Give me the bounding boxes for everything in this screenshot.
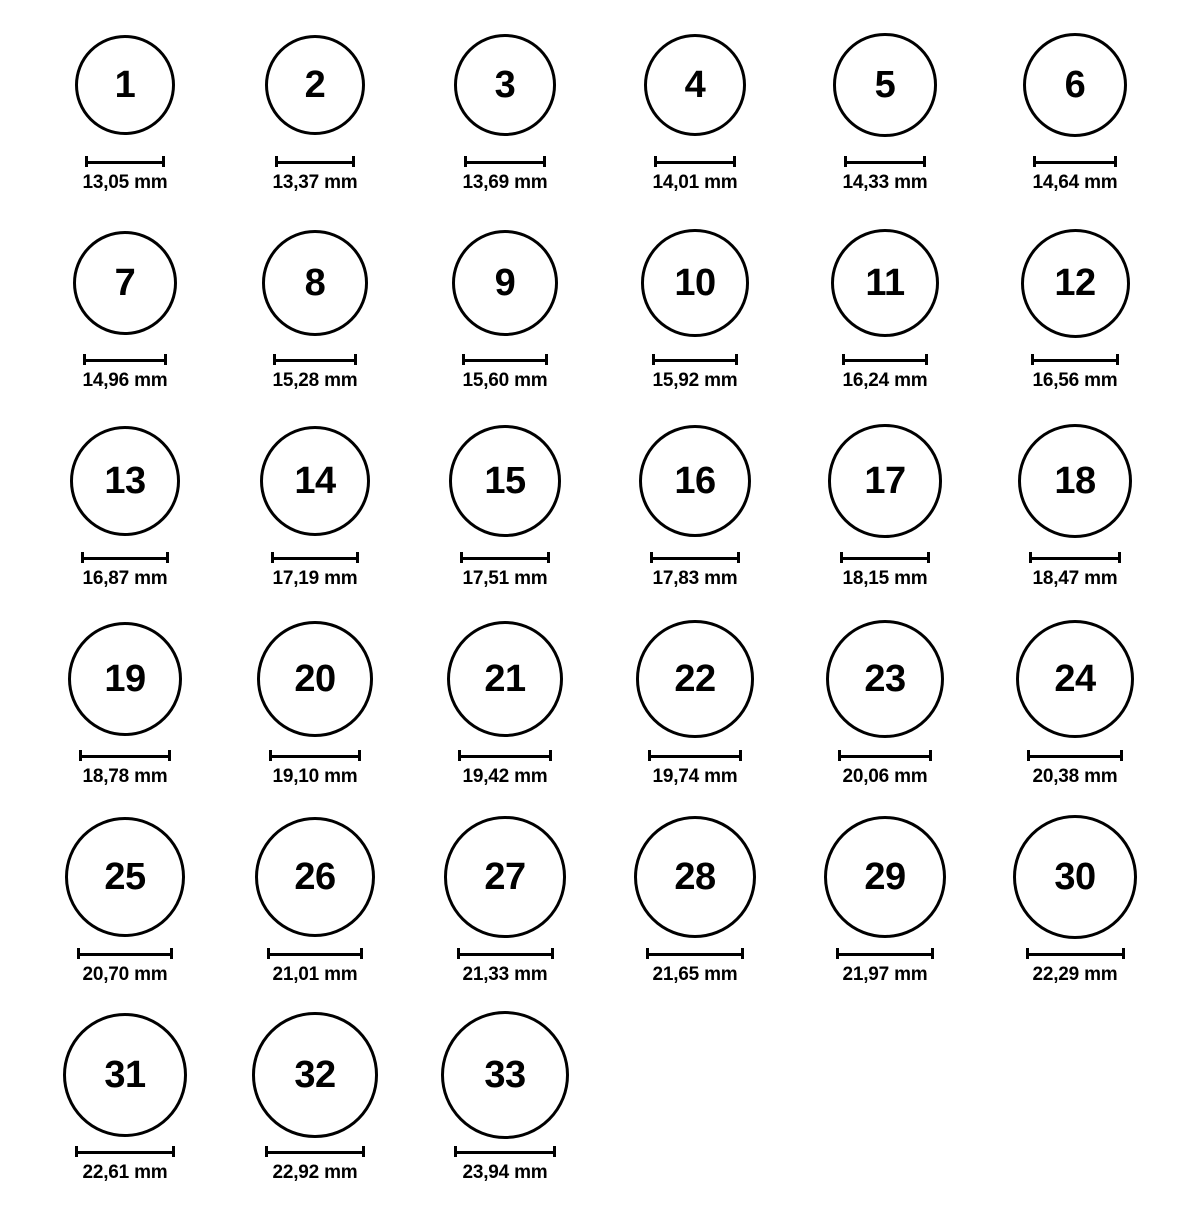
measure-bar-icon [646, 948, 744, 959]
ring-size-cell [980, 812, 1170, 986]
ring-circle [644, 34, 747, 137]
measure-bar-icon [275, 156, 356, 167]
measure-bar-end-icon [172, 1146, 175, 1157]
ring-size-cell [220, 20, 410, 194]
ring-circle-wrapper [1016, 614, 1135, 744]
diameter-label: 20,38 mm [1032, 766, 1118, 787]
diameter-label: 22,92 mm [272, 1162, 358, 1183]
measure-bar-icon [1031, 354, 1118, 365]
diameter-label: 21,65 mm [652, 964, 738, 985]
ring-circle [833, 33, 936, 136]
ring-size-number: 8 [304, 262, 326, 304]
measure-bar-end-icon [547, 552, 550, 563]
ring-circle [68, 622, 183, 737]
diameter-measure [462, 354, 547, 392]
ring-circle-wrapper [636, 614, 753, 744]
diameter-label: 20,70 mm [82, 964, 168, 985]
measure-bar-end-icon [545, 354, 548, 365]
ring-size-cell [980, 20, 1170, 194]
ring-size-cell [600, 416, 790, 590]
ring-size-cell [220, 416, 410, 590]
ring-size-number: 31 [104, 1054, 146, 1096]
measure-bar-end-icon [1122, 948, 1125, 959]
measure-bar-icon [1027, 750, 1122, 761]
diameter-measure [75, 1146, 175, 1184]
measure-bar-icon [460, 552, 549, 563]
ring-size-number: 30 [1054, 855, 1096, 898]
ring-circle [260, 426, 371, 537]
ring-size-cell [980, 218, 1170, 392]
ring-circle [262, 230, 368, 336]
ring-circle-wrapper [252, 1010, 377, 1140]
diameter-label: 22,29 mm [1032, 964, 1118, 985]
ring-circle [1013, 815, 1137, 939]
ring-circle [255, 817, 376, 938]
ring-size-cell [30, 614, 220, 788]
ring-size-number: 32 [294, 1053, 336, 1096]
ring-size-cell [790, 416, 980, 590]
diameter-label: 16,56 mm [1032, 370, 1118, 391]
ring-size-number: 16 [674, 459, 716, 502]
ring-size-cell [600, 20, 790, 194]
measure-bar-end-icon [925, 354, 928, 365]
measure-bar-end-icon [166, 552, 169, 563]
diameter-label: 16,87 mm [82, 568, 168, 589]
ring-size-number: 12 [1054, 262, 1096, 304]
ring-circle-wrapper [828, 416, 941, 546]
measure-bar-end-icon [543, 156, 546, 167]
ring-size-cell [600, 218, 790, 392]
ring-size-number: 3 [494, 64, 516, 106]
ring-size-cell [410, 416, 600, 590]
measure-bar-icon [650, 552, 740, 563]
ring-circle-wrapper [257, 614, 373, 744]
diameter-measure [1029, 552, 1120, 590]
measure-bar-end-icon [923, 156, 926, 167]
diameter-measure [842, 354, 929, 392]
diameter-measure [269, 750, 361, 788]
ring-size-cell [790, 218, 980, 392]
ring-size-cell [30, 218, 220, 392]
ring-circle-wrapper [444, 812, 565, 942]
ring-circle-wrapper [68, 614, 183, 744]
ring-size-number: 19 [104, 658, 146, 700]
measure-bar-icon [654, 156, 736, 167]
measure-bar-icon [83, 354, 167, 365]
ring-size-cell [30, 416, 220, 590]
diameter-label: 20,06 mm [842, 766, 928, 787]
ring-circle-wrapper [65, 812, 185, 942]
measure-bar-icon [454, 1146, 556, 1157]
ring-size-number: 20 [294, 658, 336, 700]
diameter-measure [836, 948, 934, 986]
measure-bar-end-icon [358, 750, 361, 761]
measure-bar-icon [75, 1146, 175, 1157]
ring-circle-wrapper [826, 614, 944, 744]
diameter-label: 17,83 mm [652, 568, 738, 589]
diameter-label: 15,92 mm [652, 370, 738, 391]
ring-size-cell [30, 20, 220, 194]
ring-circle [1016, 620, 1135, 739]
ring-size-number: 27 [484, 855, 526, 898]
ring-size-number: 9 [494, 262, 516, 304]
diameter-label: 14,96 mm [82, 370, 168, 391]
ring-size-cell [410, 614, 600, 788]
ring-size-number: 14 [294, 460, 336, 502]
measure-bar-end-icon [170, 948, 173, 959]
ring-circle-wrapper [260, 416, 371, 546]
ring-size-cell [980, 416, 1170, 590]
ring-circle [452, 230, 559, 337]
ring-size-cell [410, 20, 600, 194]
diameter-measure [458, 750, 551, 788]
diameter-measure [462, 156, 547, 194]
ring-size-cell [30, 1010, 220, 1184]
ring-size-grid [30, 20, 1170, 1208]
ring-circle-wrapper [447, 614, 563, 744]
diameter-label: 18,78 mm [82, 766, 168, 787]
measure-bar-icon [1033, 156, 1116, 167]
measure-bar-end-icon [362, 1146, 365, 1157]
ring-circle [828, 424, 941, 537]
diameter-measure [81, 552, 169, 590]
diameter-label: 21,33 mm [462, 964, 548, 985]
ring-circle [265, 35, 366, 136]
ring-size-number: 7 [114, 261, 136, 304]
measure-bar-icon [842, 354, 929, 365]
measure-bar-end-icon [931, 948, 934, 959]
ring-size-number: 21 [484, 657, 526, 700]
diameter-measure [272, 354, 357, 392]
ring-size-cell [220, 614, 410, 788]
measure-bar-icon [77, 948, 173, 959]
ring-circle [826, 620, 944, 738]
measure-bar-icon [265, 1146, 365, 1157]
diameter-label: 23,94 mm [462, 1162, 548, 1183]
diameter-measure [652, 156, 737, 194]
ring-circle [63, 1013, 188, 1138]
diameter-measure [838, 750, 932, 788]
ring-size-number: 22 [674, 658, 716, 700]
ring-size-number: 26 [294, 856, 336, 898]
measure-bar-icon [648, 750, 742, 761]
ring-size-number: 18 [1054, 459, 1096, 502]
measure-bar-icon [269, 750, 361, 761]
ring-size-number: 15 [484, 460, 526, 502]
ring-circle-wrapper [1021, 218, 1130, 348]
diameter-measure [1032, 156, 1117, 194]
ring-size-number: 29 [864, 855, 906, 898]
diameter-label: 21,97 mm [842, 964, 928, 985]
ring-size-cell [790, 614, 980, 788]
measure-bar-end-icon [1114, 156, 1117, 167]
ring-circle [447, 621, 563, 737]
measure-bar-icon [844, 156, 927, 167]
ring-circle [1018, 424, 1132, 538]
ring-size-number: 28 [674, 856, 716, 898]
ring-size-number: 25 [104, 856, 146, 898]
ring-size-cell [220, 218, 410, 392]
ring-circle-wrapper [262, 218, 368, 348]
ring-circle-wrapper [1013, 812, 1137, 942]
measure-bar-end-icon [741, 948, 744, 959]
measure-bar-end-icon [168, 750, 171, 761]
diameter-measure [272, 156, 357, 194]
ring-circle [257, 621, 373, 737]
ring-circle-wrapper [644, 20, 747, 150]
ring-circle [634, 816, 756, 938]
measure-bar-end-icon [1118, 552, 1121, 563]
ring-circle [1023, 33, 1127, 137]
diameter-measure [79, 750, 171, 788]
measure-bar-icon [85, 156, 165, 167]
ring-size-number: 1 [114, 64, 136, 106]
ring-size-number: 33 [484, 1054, 526, 1096]
ring-circle [641, 229, 748, 336]
measure-bar-icon [79, 750, 171, 761]
measure-bar-end-icon [733, 156, 736, 167]
ring-size-number: 24 [1054, 657, 1096, 700]
diameter-label: 19,74 mm [652, 766, 738, 787]
ring-circle-wrapper [1023, 20, 1127, 150]
measure-bar-end-icon [739, 750, 742, 761]
ring-circle-wrapper [73, 218, 178, 348]
ring-circle-wrapper [1018, 416, 1132, 546]
ring-circle-wrapper [454, 20, 556, 150]
ring-circle [454, 34, 556, 136]
diameter-measure [460, 552, 549, 590]
ring-size-cell [30, 812, 220, 986]
measure-bar-icon [464, 156, 545, 167]
ring-circle [65, 817, 185, 937]
diameter-label: 13,69 mm [462, 172, 548, 193]
measure-bar-end-icon [553, 1146, 556, 1157]
diameter-measure [1031, 354, 1118, 392]
ring-size-number: 17 [864, 460, 906, 502]
diameter-label: 13,37 mm [272, 172, 358, 193]
ring-size-cell [220, 1010, 410, 1184]
measure-bar-icon [840, 552, 931, 563]
diameter-measure [650, 552, 740, 590]
ring-size-number: 23 [864, 658, 906, 700]
diameter-measure [82, 354, 167, 392]
ring-circle-wrapper [75, 20, 175, 150]
diameter-label: 19,10 mm [272, 766, 358, 787]
measure-bar-end-icon [735, 354, 738, 365]
measure-bar-icon [462, 354, 547, 365]
measure-bar-icon [458, 750, 551, 761]
ring-size-number: 10 [674, 261, 716, 304]
diameter-measure [265, 1146, 365, 1184]
diameter-label: 18,47 mm [1032, 568, 1118, 589]
measure-bar-icon [271, 552, 360, 563]
ring-size-cell [790, 812, 980, 986]
diameter-measure [77, 948, 173, 986]
diameter-label: 15,60 mm [462, 370, 548, 391]
diameter-label: 14,33 mm [842, 172, 928, 193]
diameter-measure [1026, 948, 1125, 986]
measure-bar-end-icon [551, 948, 554, 959]
measure-bar-end-icon [352, 156, 355, 167]
ring-size-number: 11 [865, 262, 905, 304]
ring-circle [824, 816, 947, 939]
ring-circle [252, 1012, 377, 1137]
diameter-label: 22,61 mm [82, 1162, 168, 1183]
ring-circle-wrapper [265, 20, 366, 150]
diameter-measure [454, 1146, 556, 1184]
ring-circle [636, 620, 753, 737]
ring-circle-wrapper [639, 416, 751, 546]
ring-size-cell [790, 20, 980, 194]
diameter-measure [842, 156, 927, 194]
ring-circle [73, 231, 178, 336]
measure-bar-icon [838, 750, 932, 761]
ring-size-cell [410, 1010, 600, 1184]
measure-bar-end-icon [927, 552, 930, 563]
measure-bar-end-icon [356, 552, 359, 563]
ring-size-number: 5 [874, 63, 896, 106]
diameter-label: 14,64 mm [1032, 172, 1118, 193]
diameter-measure [646, 948, 744, 986]
ring-size-cell [410, 218, 600, 392]
ring-circle [1021, 229, 1130, 338]
ring-circle-wrapper [255, 812, 376, 942]
ring-circle [449, 425, 561, 537]
measure-bar-end-icon [1120, 750, 1123, 761]
ring-size-number: 4 [684, 64, 706, 106]
ring-circle-wrapper [634, 812, 756, 942]
measure-bar-end-icon [549, 750, 552, 761]
ring-circle-wrapper [831, 218, 939, 348]
measure-bar-icon [457, 948, 554, 959]
measure-bar-icon [836, 948, 934, 959]
diameter-label: 17,19 mm [272, 568, 358, 589]
ring-circle [444, 816, 565, 937]
ring-circle-wrapper [441, 1010, 569, 1140]
measure-bar-end-icon [737, 552, 740, 563]
measure-bar-icon [1026, 948, 1125, 959]
ring-circle [75, 35, 175, 135]
ring-size-cell [410, 812, 600, 986]
measure-bar-end-icon [162, 156, 165, 167]
diameter-label: 14,01 mm [652, 172, 738, 193]
measure-bar-end-icon [929, 750, 932, 761]
diameter-measure [82, 156, 167, 194]
diameter-label: 16,24 mm [842, 370, 928, 391]
ring-size-number: 13 [104, 459, 146, 502]
ring-circle-wrapper [833, 20, 936, 150]
ring-circle [441, 1011, 569, 1139]
ring-size-cell [220, 812, 410, 986]
measure-bar-icon [273, 354, 358, 365]
ring-circle-wrapper [824, 812, 947, 942]
ring-circle-wrapper [449, 416, 561, 546]
ring-circle-wrapper [70, 416, 180, 546]
diameter-label: 15,28 mm [272, 370, 358, 391]
ring-size-number: 2 [304, 63, 326, 106]
ring-circle [70, 426, 180, 536]
measure-bar-icon [267, 948, 363, 959]
measure-bar-end-icon [1116, 354, 1119, 365]
measure-bar-end-icon [164, 354, 167, 365]
ring-size-cell [980, 614, 1170, 788]
ring-circle-wrapper [452, 218, 559, 348]
ring-circle-wrapper [641, 218, 748, 348]
diameter-measure [1027, 750, 1122, 788]
diameter-measure [840, 552, 931, 590]
ring-size-number: 6 [1064, 64, 1086, 106]
measure-bar-icon [652, 354, 738, 365]
ring-circle [639, 425, 751, 537]
diameter-label: 19,42 mm [462, 766, 548, 787]
diameter-measure [652, 354, 738, 392]
measure-bar-icon [1029, 552, 1120, 563]
ring-size-cell [600, 614, 790, 788]
diameter-label: 13,05 mm [82, 172, 168, 193]
diameter-label: 17,51 mm [462, 568, 548, 589]
measure-bar-end-icon [354, 354, 357, 365]
ring-circle-wrapper [63, 1010, 188, 1140]
measure-bar-end-icon [360, 948, 363, 959]
diameter-measure [267, 948, 363, 986]
diameter-label: 18,15 mm [842, 568, 928, 589]
diameter-measure [457, 948, 554, 986]
diameter-measure [648, 750, 742, 788]
ring-circle [831, 229, 939, 337]
ring-size-cell [600, 812, 790, 986]
measure-bar-icon [81, 552, 169, 563]
diameter-label: 21,01 mm [272, 964, 358, 985]
diameter-measure [271, 552, 360, 590]
